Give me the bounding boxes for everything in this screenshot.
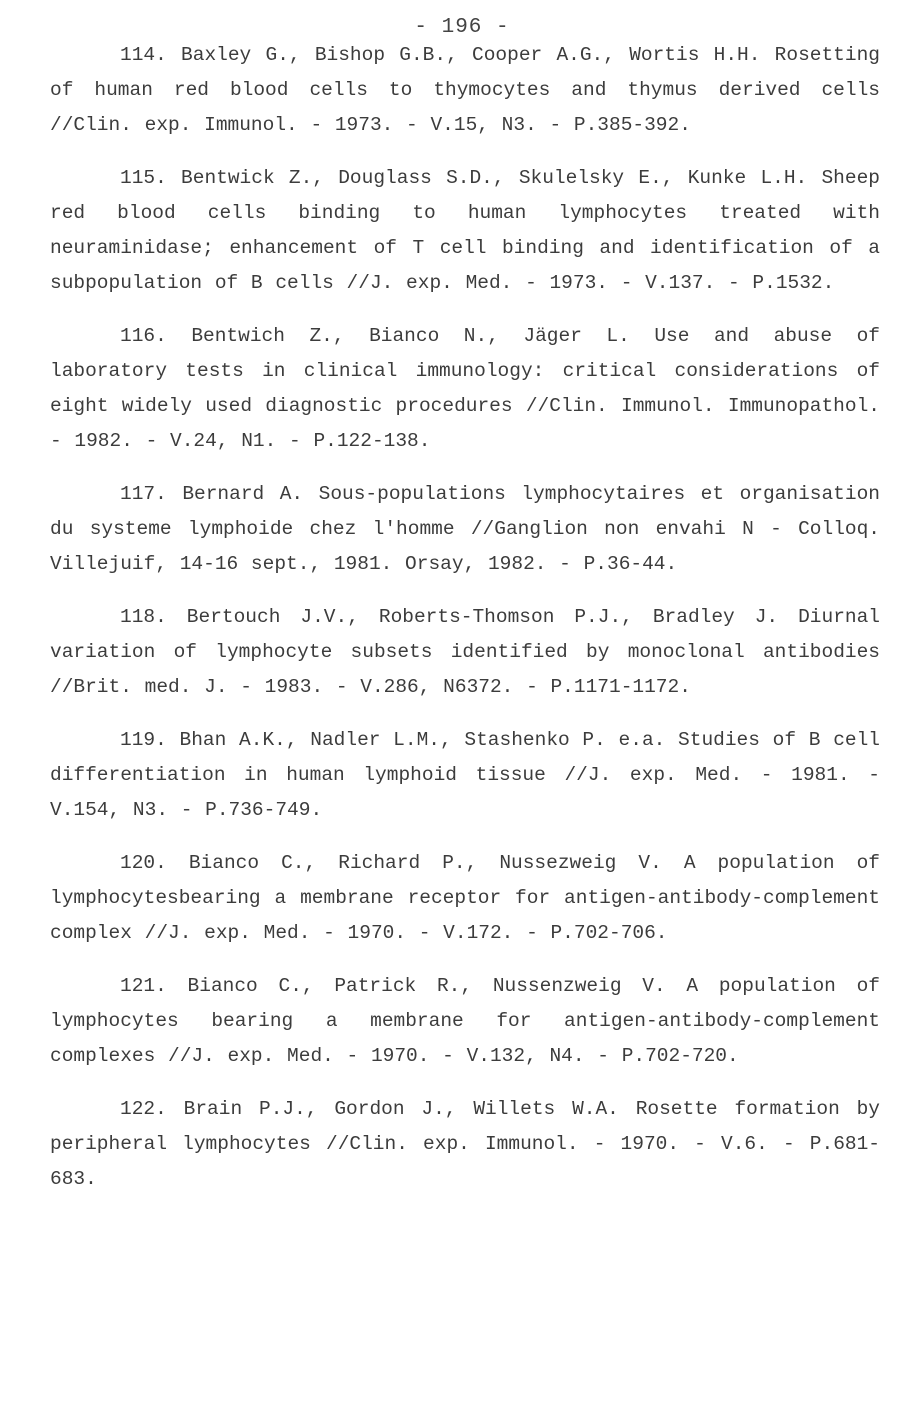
reference-entry [50,723,880,828]
reference-text: Baxley G., Bishop G.B., Cooper A.G., Wortis H.H. Rosetting of human red blood cells to thymocytes and thymus derived cells //Clin. exp. Immunol. - 1973. - V.15, N3. - P.385-392. [50,44,880,136]
reference-text: Bhan A.K., Nadler L.M., Stashenko P. e.a. Studies of B cell differentiation in human lymphoid tissue //J. exp. Med. - 1981. - V.154, N3. - P.736-749. [50,729,881,821]
reference-number: 117. [120,483,167,505]
reference-number: 115. [120,167,167,189]
reference-entry [50,1092,880,1197]
reference-number: 121. [120,975,167,997]
reference-text: Bentwich Z., Bianco N., Jäger L. Use and abuse of laboratory tests in clinical immunology: critical considerations of eight widely used diagnostic procedures //Clin. Immunol. Immunopathol. - 1982. - V.24, N1. - P.122-138. [50,325,880,452]
reference-entry [50,600,880,705]
reference-text: Brain P.J., Gordon J., Willets W.A. Rosette formation by peripheral lymphocytes //Clin. exp. Immunol. - 1970. - V.6. - P.681-683. [50,1098,881,1190]
reference-number: 119. [120,729,167,751]
reference-entry [50,477,880,582]
reference-text: Bertouch J.V., Roberts-Thomson P.J., Bradley J. Diurnal variation of lymphocyte subsets identified by monoclonal antibodies //Brit. med. J. - 1983. - V.286, N6372. - P.1171-1172. [50,606,881,698]
reference-number: 114. [120,44,167,66]
reference-text: Bernard A. Sous-populations lymphocytaires et organisation du systeme lymphoide chez l'homme //Ganglion non envahi N - Colloq. Villejuif, 14-16 sept., 1981. Orsay, 1982. - P.36-44. [50,483,880,575]
reference-entry [50,161,880,301]
reference-text: Bianco C., Richard P., Nussezweig V. A population of lymphocytesbearing a membrane receptor for antigen-antibody-complement complex //J. exp. Med. - 1970. - V.172. - P.702-706. [50,852,881,944]
reference-text: Bentwick Z., Douglass S.D., Skulelsky E., Kunke L.H. Sheep red blood cells binding to human lymphocytes treated with neuraminidase; enhancement of T cell binding and identification of a subpopulation of B cells //J. exp. Med. - 1973. - V.137. - P.1532. [50,167,880,294]
page-number: - 196 - [414,16,510,39]
reference-entry [50,319,880,459]
reference-number: 118. [120,606,167,628]
reference-number: 116. [120,325,167,347]
reference-number: 120. [120,852,167,874]
reference-entry [50,846,880,951]
reference-entry [50,38,880,143]
reference-text: Bianco C., Patrick R., Nussenzweig V. A population of lymphocytes bearing a membrane for antigen-antibody-complement complexes //J. exp. Med. - 1970. - V.132, N4. - P.702-720. [50,975,880,1067]
reference-number: 122. [120,1098,167,1120]
reference-entry [50,969,880,1074]
reference-list [50,38,880,1215]
